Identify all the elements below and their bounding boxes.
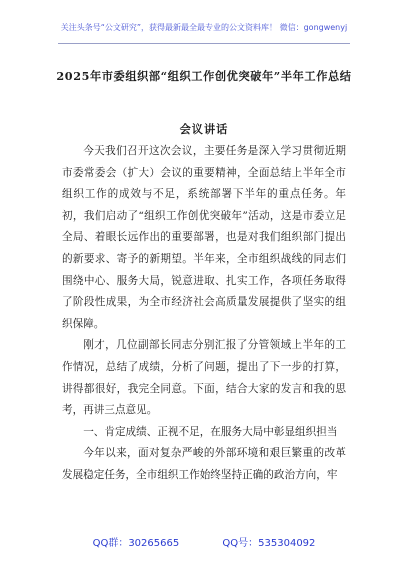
paragraph: 刚才，几位副部长同志分别汇报了分管领域上半年的工作情况，总结了成绩，分析了问题，提出了下一步的打算，讲得都很好，我完全同意。下面，结合大家的发言和我的思考，再讲三点意见。 <box>62 339 346 417</box>
footer-qq-group: QQ群：30265665 <box>92 538 180 549</box>
footer-contact <box>0 534 408 549</box>
paragraph: 今天我们召开这次会议，主要任务是深入学习贯彻近期市委常委会（扩大）会议的重要精神，全面总结上半年全市组织工作的成效与不足，系统部署下半年的重点任务。年初，我们启动了“组织工作创优突破年”活动，这是市委立足全局、着眼长远作出的重要部署，也是对我们组织部门提出的新要求、寄予的新期望。半年来，全市组织战线的同志们围绕中心、服务大局，锐意进取、扎实工作，各项任务取得了阶段性成果，为全市经济社会高质量发展提供了坚实的组织保障。 <box>62 145 346 330</box>
document-title: 2025年市委组织部“组织工作创优突破年”半年工作总结 <box>56 69 352 83</box>
header-notice: 关注头条号“公文研究”，获得最新最全最专业的公文资料库！ 微信：gongwenyj <box>60 23 348 32</box>
footer-qq-number: QQ号：535304092 <box>222 538 316 549</box>
paragraph: 今年以来，面对复杂严峻的外部环境和艰巨繁重的改革发展稳定任务，全市组织工作始终坚持正确的政治方向，牢 <box>62 447 346 481</box>
document-subtitle: 会议讲话 <box>179 122 229 136</box>
section-heading: 一、肯定成绩、正视不足，在服务大局中彰显组织担当 <box>83 425 338 438</box>
header-divider <box>58 43 350 44</box>
document-body <box>62 141 346 487</box>
